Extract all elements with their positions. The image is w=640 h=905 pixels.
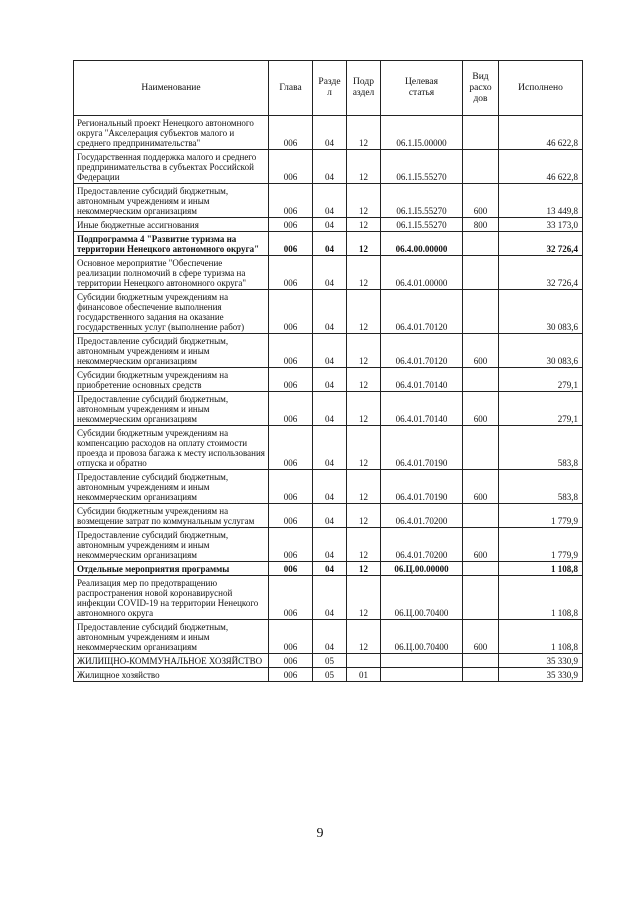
cell-name: Отдельные мероприятия программы xyxy=(74,562,269,576)
cell-subsection: 12 xyxy=(347,218,381,232)
cell-amount: 32 726,4 xyxy=(499,232,583,256)
table-row xyxy=(74,392,583,426)
cell-chapter: 006 xyxy=(269,290,313,334)
cell-subsection: 12 xyxy=(347,150,381,184)
cell-name: Подпрограмма 4 "Развитие туризма на территории Ненецкого автономного округа" xyxy=(74,232,269,256)
cell-target-article: 06.4.01.70200 xyxy=(381,528,463,562)
cell-amount: 35 330,9 xyxy=(499,668,583,682)
table-row xyxy=(74,218,583,232)
cell-target-article: 06.Ц.00.00000 xyxy=(381,562,463,576)
cell-target-article: 06.4.00.00000 xyxy=(381,232,463,256)
table-row xyxy=(74,184,583,218)
cell-amount: 33 173,0 xyxy=(499,218,583,232)
cell-target-article: 06.4.01.70140 xyxy=(381,368,463,392)
cell-name: Государственная поддержка малого и среднего предпринимательства в субъектах Российской Федерации xyxy=(74,150,269,184)
page-number: 9 xyxy=(316,826,324,841)
cell-amount: 1 779,9 xyxy=(499,528,583,562)
cell-amount: 1 108,8 xyxy=(499,576,583,620)
cell-target-article: 06.1.I5.55270 xyxy=(381,184,463,218)
cell-chapter: 006 xyxy=(269,334,313,368)
table-row xyxy=(74,368,583,392)
cell-section: 04 xyxy=(313,290,347,334)
cell-amount: 279,1 xyxy=(499,368,583,392)
cell-name: Региональный проект Ненецкого автономного округа "Акселерация субъектов малого и среднего предпринимательства" xyxy=(74,116,269,150)
cell-subsection: 12 xyxy=(347,232,381,256)
cell-subsection: 12 xyxy=(347,256,381,290)
table-row xyxy=(74,528,583,562)
cell-chapter: 006 xyxy=(269,426,313,470)
cell-chapter: 006 xyxy=(269,256,313,290)
cell-subsection: 12 xyxy=(347,184,381,218)
cell-expense-type xyxy=(463,668,499,682)
cell-expense-type xyxy=(463,116,499,150)
cell-target-article: 06.4.01.70120 xyxy=(381,334,463,368)
cell-target-article: 06.1.I5.55270 xyxy=(381,150,463,184)
cell-expense-type xyxy=(463,576,499,620)
cell-subsection: 12 xyxy=(347,368,381,392)
table-header-row xyxy=(74,61,583,116)
cell-subsection: 12 xyxy=(347,576,381,620)
cell-section: 04 xyxy=(313,184,347,218)
cell-target-article: 06.4.01.00000 xyxy=(381,256,463,290)
table-row xyxy=(74,576,583,620)
cell-expense-type: 600 xyxy=(463,392,499,426)
cell-amount: 279,1 xyxy=(499,392,583,426)
cell-name: Жилищное хозяйство xyxy=(74,668,269,682)
table-row xyxy=(74,620,583,654)
table-row xyxy=(74,562,583,576)
cell-amount: 1 779,9 xyxy=(499,504,583,528)
budget-execution-table xyxy=(73,60,583,682)
cell-chapter: 006 xyxy=(269,368,313,392)
header-expense-type: Вид расхо дов xyxy=(463,61,499,116)
cell-target-article: 06.Ц.00.70400 xyxy=(381,576,463,620)
cell-chapter: 006 xyxy=(269,528,313,562)
cell-chapter: 006 xyxy=(269,184,313,218)
cell-amount: 35 330,9 xyxy=(499,654,583,668)
cell-expense-type: 600 xyxy=(463,528,499,562)
cell-name: Предоставление субсидий бюджетным, автономным учреждениям и иным некоммерческим организациям xyxy=(74,184,269,218)
cell-section: 04 xyxy=(313,620,347,654)
cell-expense-type xyxy=(463,654,499,668)
cell-amount: 583,8 xyxy=(499,470,583,504)
cell-subsection: 12 xyxy=(347,504,381,528)
cell-amount: 1 108,8 xyxy=(499,562,583,576)
cell-amount: 13 449,8 xyxy=(499,184,583,218)
cell-name: Субсидии бюджетным учреждениям на финансовое обеспечение выполнения государственного задания на оказание государственных услуг (выполнение работ) xyxy=(74,290,269,334)
table-row xyxy=(74,232,583,256)
table-row xyxy=(74,256,583,290)
cell-name: Иные бюджетные ассигнования xyxy=(74,218,269,232)
table-row xyxy=(74,504,583,528)
cell-subsection: 12 xyxy=(347,562,381,576)
cell-amount: 32 726,4 xyxy=(499,256,583,290)
cell-section: 04 xyxy=(313,504,347,528)
header-amount: Исполнено xyxy=(499,61,583,116)
cell-expense-type xyxy=(463,256,499,290)
cell-target-article: 06.Ц.00.70400 xyxy=(381,620,463,654)
cell-section: 04 xyxy=(313,116,347,150)
cell-section: 04 xyxy=(313,368,347,392)
cell-chapter: 006 xyxy=(269,562,313,576)
cell-amount: 46 622,8 xyxy=(499,116,583,150)
cell-expense-type xyxy=(463,150,499,184)
table-row xyxy=(74,470,583,504)
cell-section: 05 xyxy=(313,654,347,668)
cell-expense-type xyxy=(463,232,499,256)
cell-name: Субсидии бюджетным учреждениям на приобретение основных средств xyxy=(74,368,269,392)
cell-expense-type xyxy=(463,504,499,528)
header-target-article: Целевая статья xyxy=(381,61,463,116)
cell-section: 04 xyxy=(313,576,347,620)
cell-amount: 1 108,8 xyxy=(499,620,583,654)
cell-chapter: 006 xyxy=(269,218,313,232)
cell-name: Субсидии бюджетным учреждениям на компенсацию расходов на оплату стоимости проезда и провоза багажа к месту использования отпуска и обратно xyxy=(74,426,269,470)
cell-subsection: 12 xyxy=(347,392,381,426)
header-subsection: Подр аздел xyxy=(347,61,381,116)
header-section: Разде л xyxy=(313,61,347,116)
cell-section: 04 xyxy=(313,562,347,576)
cell-section: 04 xyxy=(313,334,347,368)
cell-chapter: 006 xyxy=(269,150,313,184)
cell-chapter: 006 xyxy=(269,576,313,620)
cell-subsection: 12 xyxy=(347,116,381,150)
cell-target-article: 06.1.I5.00000 xyxy=(381,116,463,150)
cell-target-article: 06.4.01.70190 xyxy=(381,426,463,470)
table-row xyxy=(74,290,583,334)
header-chapter: Глава xyxy=(269,61,313,116)
cell-subsection: 12 xyxy=(347,528,381,562)
cell-name: Предоставление субсидий бюджетным, автономным учреждениям и иным некоммерческим организациям xyxy=(74,470,269,504)
cell-expense-type: 600 xyxy=(463,620,499,654)
table-row xyxy=(74,150,583,184)
cell-chapter: 006 xyxy=(269,620,313,654)
cell-name: Предоставление субсидий бюджетным, автономным учреждениям и иным некоммерческим организациям xyxy=(74,528,269,562)
cell-amount: 583,8 xyxy=(499,426,583,470)
cell-amount: 30 083,6 xyxy=(499,290,583,334)
cell-expense-type xyxy=(463,562,499,576)
cell-subsection: 12 xyxy=(347,426,381,470)
cell-section: 04 xyxy=(313,232,347,256)
cell-name: Основное мероприятие "Обеспечение реализации полномочий в сфере туризма на территории Ненецкого автономного округа" xyxy=(74,256,269,290)
cell-section: 04 xyxy=(313,392,347,426)
cell-target-article: 06.4.01.70120 xyxy=(381,290,463,334)
cell-subsection: 12 xyxy=(347,470,381,504)
cell-amount: 30 083,6 xyxy=(499,334,583,368)
cell-name: Предоставление субсидий бюджетным, автономным учреждениям и иным некоммерческим организациям xyxy=(74,392,269,426)
cell-target-article: 06.4.01.70140 xyxy=(381,392,463,426)
cell-subsection: 12 xyxy=(347,290,381,334)
cell-target-article: 06.4.01.70190 xyxy=(381,470,463,504)
cell-subsection xyxy=(347,654,381,668)
cell-expense-type: 600 xyxy=(463,334,499,368)
table-row xyxy=(74,654,583,668)
cell-chapter: 006 xyxy=(269,668,313,682)
header-name: Наименование xyxy=(74,61,269,116)
cell-chapter: 006 xyxy=(269,232,313,256)
cell-chapter: 006 xyxy=(269,116,313,150)
cell-section: 04 xyxy=(313,218,347,232)
cell-chapter: 006 xyxy=(269,392,313,426)
cell-section: 05 xyxy=(313,668,347,682)
cell-expense-type: 600 xyxy=(463,184,499,218)
cell-expense-type: 800 xyxy=(463,218,499,232)
cell-target-article xyxy=(381,654,463,668)
table-row xyxy=(74,426,583,470)
cell-expense-type: 600 xyxy=(463,470,499,504)
table-row xyxy=(74,116,583,150)
cell-target-article xyxy=(381,668,463,682)
cell-expense-type xyxy=(463,426,499,470)
cell-name: Предоставление субсидий бюджетным, автономным учреждениям и иным некоммерческим организациям xyxy=(74,620,269,654)
cell-target-article: 06.1.I5.55270 xyxy=(381,218,463,232)
cell-expense-type xyxy=(463,290,499,334)
table-row xyxy=(74,334,583,368)
cell-section: 04 xyxy=(313,528,347,562)
cell-section: 04 xyxy=(313,150,347,184)
cell-expense-type xyxy=(463,368,499,392)
cell-section: 04 xyxy=(313,256,347,290)
cell-chapter: 006 xyxy=(269,470,313,504)
cell-section: 04 xyxy=(313,426,347,470)
cell-section: 04 xyxy=(313,470,347,504)
cell-name: Реализация мер по предотвращению распространения новой коронавирусной инфекции COVID-19 на территории Ненецкого автономного округа xyxy=(74,576,269,620)
cell-name: Предоставление субсидий бюджетным, автономным учреждениям и иным некоммерческим организациям xyxy=(74,334,269,368)
cell-amount: 46 622,8 xyxy=(499,150,583,184)
cell-target-article: 06.4.01.70200 xyxy=(381,504,463,528)
cell-subsection: 12 xyxy=(347,334,381,368)
cell-subsection: 01 xyxy=(347,668,381,682)
cell-subsection: 12 xyxy=(347,620,381,654)
table-row xyxy=(74,668,583,682)
cell-name: Субсидии бюджетным учреждениям на возмещение затрат по коммунальным услугам xyxy=(74,504,269,528)
table-body xyxy=(74,116,583,682)
cell-chapter: 006 xyxy=(269,504,313,528)
cell-name: ЖИЛИЩНО-КОММУНАЛЬНОЕ ХОЗЯЙСТВО xyxy=(74,654,269,668)
cell-chapter: 006 xyxy=(269,654,313,668)
